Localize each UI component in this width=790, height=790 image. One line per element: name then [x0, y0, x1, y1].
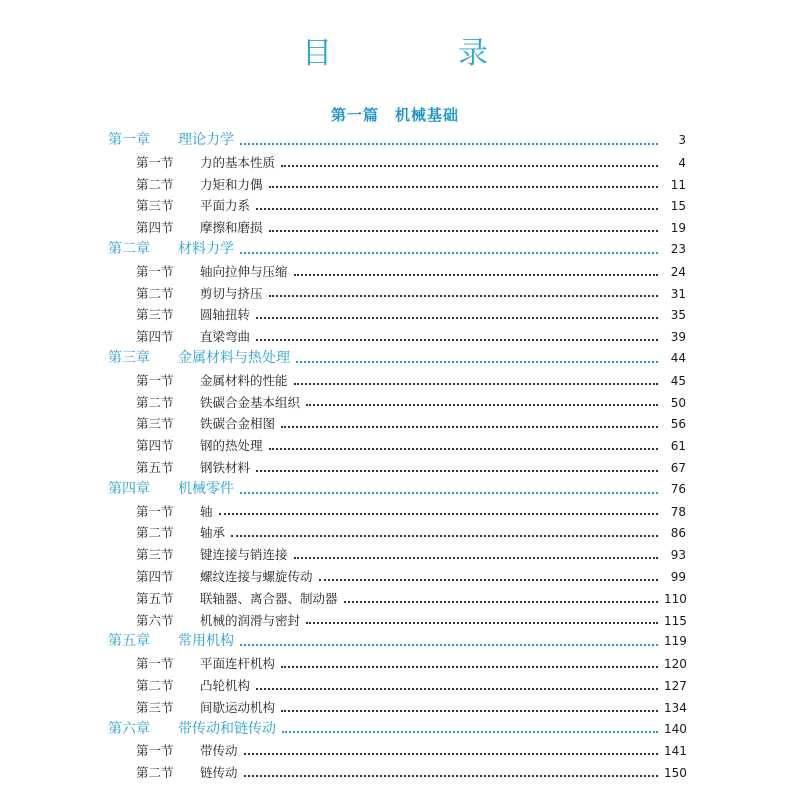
entry-title: 圆轴扭转 [200, 307, 251, 323]
entry-title: 机械零件 [178, 480, 234, 497]
dot-leader [281, 426, 658, 428]
page-number: 76 [670, 481, 686, 496]
dot-leader [256, 470, 658, 472]
dot-leader [269, 230, 658, 232]
page-number: 120 [664, 657, 687, 672]
toc-section-entry[interactable] [108, 261, 686, 283]
page-number: 45 [670, 373, 686, 388]
dot-leader [294, 274, 658, 276]
page-number: 56 [670, 417, 686, 432]
entry-title: 带传动 [200, 743, 238, 759]
entry-number: 第二节 [136, 525, 174, 541]
entry-number: 第一节 [136, 503, 174, 519]
dot-leader [231, 535, 658, 537]
dot-leader [319, 579, 658, 581]
entry-title: 链传动 [200, 765, 238, 781]
toc-section-entry[interactable] [108, 501, 686, 523]
entry-title: 机械的润滑与密封 [200, 612, 301, 628]
toc-section-entry[interactable] [108, 544, 686, 566]
page-number: 150 [664, 766, 687, 781]
entry-title: 金属材料与热处理 [178, 349, 290, 366]
entry-title: 剪切与挤压 [200, 285, 263, 301]
entry-title: 力的基本性质 [200, 154, 276, 170]
dot-leader [281, 710, 658, 712]
dot-leader [240, 492, 658, 494]
dot-leader [306, 622, 658, 624]
entry-title: 轴 [200, 503, 213, 519]
dot-leader [281, 165, 658, 167]
dot-leader [282, 731, 658, 733]
page-number: 140 [664, 721, 687, 736]
entry-number: 第一章 [108, 132, 150, 148]
toc-section-entry[interactable] [108, 435, 686, 457]
dot-leader [294, 557, 658, 559]
entry-number: 第二节 [136, 394, 174, 410]
toc-chapter-entry[interactable] [108, 348, 686, 370]
entry-number: 第一节 [136, 743, 174, 759]
page-number: 115 [664, 613, 687, 628]
toc-section-entry[interactable] [108, 457, 686, 479]
toc-section-entry[interactable] [108, 392, 686, 414]
page-number: 31 [670, 286, 686, 301]
entry-number: 第三节 [136, 307, 174, 323]
entry-number: 第二节 [136, 285, 174, 301]
entry-title: 轴承 [200, 525, 226, 541]
entry-title: 键连接与销连接 [200, 547, 288, 563]
dot-leader [256, 317, 658, 319]
entry-number: 第二节 [136, 176, 174, 192]
entry-number: 第三节 [136, 416, 174, 432]
page-number: 23 [670, 241, 686, 256]
entry-number: 第二节 [136, 677, 174, 693]
page-number: 119 [664, 634, 687, 649]
page-number: 15 [670, 199, 686, 214]
entry-title: 螺纹连接与螺旋传动 [200, 568, 313, 584]
page-number: 141 [664, 744, 687, 759]
entry-number: 第二节 [136, 765, 174, 781]
entry-number: 第六章 [108, 720, 150, 737]
entry-number: 第四章 [108, 480, 150, 497]
dot-leader [219, 513, 658, 515]
dot-leader [244, 775, 658, 777]
entry-number: 第一节 [136, 372, 174, 388]
entry-number: 第四节 [136, 438, 174, 454]
toc-section-entry[interactable] [108, 697, 686, 719]
dot-leader [281, 666, 658, 668]
toc-section-entry[interactable] [108, 566, 686, 588]
page-number: 61 [670, 439, 686, 454]
entry-title: 常用机构 [178, 633, 234, 650]
dot-leader [269, 448, 658, 450]
entry-number: 第四节 [136, 568, 174, 584]
table-of-contents [108, 130, 686, 784]
entry-title: 钢的热处理 [200, 438, 263, 454]
toc-section-entry[interactable] [108, 588, 686, 610]
toc-section-entry[interactable] [108, 740, 686, 762]
page-number: 11 [670, 177, 686, 192]
toc-section-entry[interactable] [108, 610, 686, 632]
dot-leader [294, 383, 658, 385]
toc-section-entry[interactable] [108, 174, 686, 196]
entry-title: 间歇运动机构 [200, 699, 276, 715]
page-number: 39 [670, 330, 686, 345]
dot-leader [306, 404, 658, 406]
page-number: 50 [670, 395, 686, 410]
entry-title: 凸轮机构 [200, 677, 251, 693]
toc-chapter-entry[interactable] [108, 130, 686, 152]
entry-number: 第二章 [108, 240, 150, 257]
dot-leader [344, 601, 658, 603]
entry-number: 第一节 [136, 154, 174, 170]
entry-title: 理论力学 [178, 132, 234, 148]
page-number: 78 [670, 504, 686, 519]
entry-title: 材料力学 [178, 240, 234, 257]
entry-number: 第五章 [108, 633, 150, 650]
page-number: 86 [670, 526, 686, 541]
entry-title: 铁碳合金基本组织 [200, 394, 301, 410]
entry-number: 第六节 [136, 612, 174, 628]
page-number: 35 [670, 308, 686, 323]
entry-number: 第三节 [136, 699, 174, 715]
entry-number: 第四节 [136, 220, 174, 236]
toc-chapter-entry[interactable] [108, 239, 686, 261]
page-number: 67 [670, 460, 686, 475]
toc-section-entry[interactable] [108, 195, 686, 217]
toc-section-entry[interactable] [108, 217, 686, 239]
toc-section-entry[interactable] [108, 675, 686, 697]
dot-leader [296, 361, 658, 363]
toc-section-entry[interactable] [108, 762, 686, 784]
dot-leader [256, 339, 658, 341]
page-number: 127 [664, 678, 687, 693]
entry-title: 直梁弯曲 [200, 329, 251, 345]
entry-title: 平面力系 [200, 198, 251, 214]
page-number: 19 [670, 221, 686, 236]
page-number: 93 [670, 548, 686, 563]
dot-leader [240, 143, 658, 145]
page-number: 99 [670, 569, 686, 584]
dot-leader [244, 753, 658, 755]
entry-number: 第五节 [136, 590, 174, 606]
entry-number: 第三节 [136, 198, 174, 214]
entry-number: 第一节 [136, 263, 174, 279]
toc-section-entry[interactable] [108, 304, 686, 326]
toc-chapter-entry[interactable] [108, 631, 686, 653]
page-number: 4 [678, 155, 686, 170]
entry-number: 第一节 [136, 656, 174, 672]
toc-chapter-entry[interactable] [108, 719, 686, 741]
toc-section-entry[interactable] [108, 326, 686, 348]
entry-title: 金属材料的性能 [200, 372, 288, 388]
page-title: 目 录 [302, 36, 536, 71]
toc-section-entry[interactable] [108, 522, 686, 544]
toc-section-entry[interactable] [108, 152, 686, 174]
entry-title: 摩擦和磨损 [200, 220, 263, 236]
entry-title: 铁碳合金相图 [200, 416, 276, 432]
page-number: 44 [670, 350, 686, 365]
dot-leader [256, 688, 658, 690]
entry-number: 第五节 [136, 459, 174, 475]
toc-section-entry[interactable] [108, 283, 686, 305]
entry-title: 钢铁材料 [200, 459, 251, 475]
toc-chapter-entry[interactable] [108, 479, 686, 501]
dot-leader [269, 186, 658, 188]
entry-number: 第四节 [136, 329, 174, 345]
toc-section-entry[interactable] [108, 370, 686, 392]
page-number: 3 [678, 133, 686, 147]
entry-number: 第三节 [136, 547, 174, 563]
page-number: 24 [670, 264, 686, 279]
page-number: 134 [664, 700, 687, 715]
dot-leader [240, 252, 658, 254]
entry-number: 第三章 [108, 349, 150, 366]
toc-section-entry[interactable] [108, 413, 686, 435]
dot-leader [240, 644, 658, 646]
dot-leader [269, 295, 658, 297]
entry-title: 联轴器、离合器、制动器 [200, 590, 338, 606]
dot-leader [256, 208, 658, 210]
entry-title: 平面连杆机构 [200, 656, 276, 672]
toc-section-entry[interactable] [108, 653, 686, 675]
entry-title: 轴向拉伸与压缩 [200, 263, 288, 279]
part-title: 第一篇 机械基础 [330, 106, 459, 124]
page-number: 110 [664, 591, 687, 606]
entry-title: 力矩和力偶 [200, 176, 263, 192]
entry-title: 带传动和链传动 [178, 720, 276, 737]
